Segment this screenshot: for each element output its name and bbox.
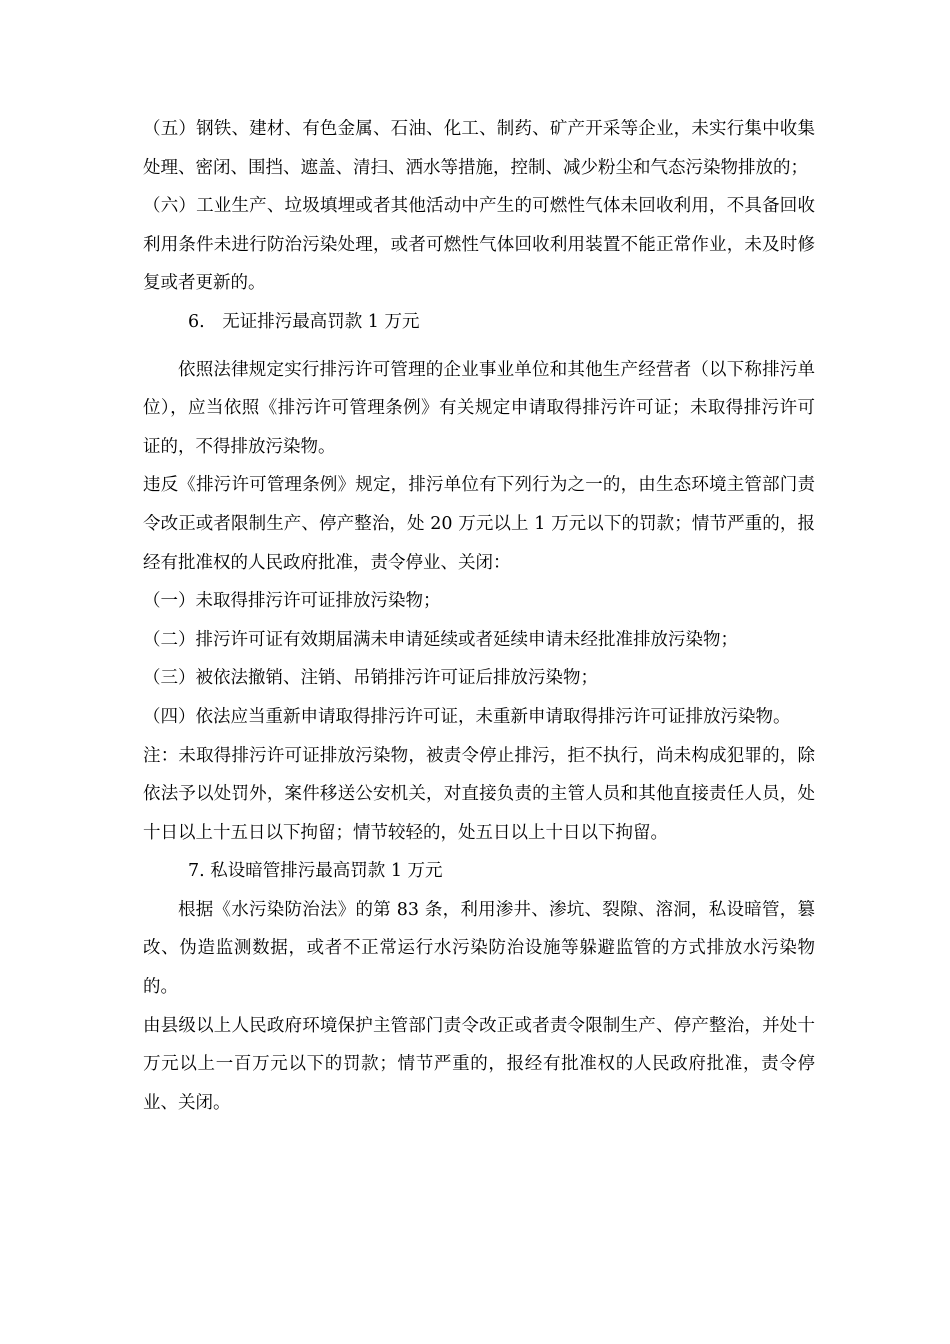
violation-item-two: （二）排污许可证有效期届满未申请延续或者延续申请未经批准排放污染物；: [143, 629, 738, 650]
violation-paragraph: 违反《排污许可管理条例》规定，排污单位有下列行为之一的，由生态环境主管部门责令改正或者限制生产、停产整治，处 20 万元以上 1 万元以下的罚款；情节严重的，报经有批准权的人民政府批准，责令停业、关闭：: [143, 475, 815, 573]
document-page: [143, 110, 815, 1122]
violation-item-four: （四）依法应当重新申请取得排污许可证，未重新申请取得排污许可证排放污染物。: [143, 706, 791, 727]
violation-item-three: （三）被依法撤销、注销、吊销排污许可证后排放污染物；: [143, 668, 598, 689]
note-paragraph: 注：未取得排污许可证排放污染物，被责令停止排污，拒不执行，尚未构成犯罪的，除依法予以处罚外，案件移送公安机关，对直接负责的主管人员和其他直接责任人员，处十日以上十五日以下拘留；情节较轻的，处五日以上十日以下拘留。: [143, 745, 815, 843]
clause-five: （五）钢铁、建材、有色金属、石油、化工、制药、矿产开采等企业，未实行集中收集处理、密闭、围挡、遮盖、清扫、洒水等措施，控制、减少粉尘和气态污染物排放的；: [143, 119, 815, 178]
section-heading-6: 6. 无证排污最高罚款 1 万元: [188, 311, 420, 332]
permit-requirement-paragraph: 依照法律规定实行排污许可管理的企业事业单位和其他生产经营者（以下称排污单位），应当依照《排污许可管理条例》有关规定申请取得排污许可证；未取得排污许可证的，不得排放污染物。: [143, 359, 815, 457]
clause-six: （六）工业生产、垃圾填埋或者其他活动中产生的可燃性气体未回收利用，不具备回收利用条件未进行防治污染处理，或者可燃性气体回收利用装置不能正常作业，未及时修复或者更新的。: [143, 196, 815, 294]
water-law-paragraph: 根据《水污染防治法》的第 83 条，利用渗井、渗坑、裂隙、溶洞，私设暗管，篡改、伪造监测数据，或者不正常运行水污染防治设施等躲避监管的方式排放水污染物的。: [143, 899, 815, 998]
section-heading-7: 7. 私设暗管排污最高罚款 1 万元: [188, 861, 443, 882]
penalty-paragraph: 由县级以上人民政府环境保护主管部门责令改正或者责令限制生产、停产整治，并处十万元以上一百万元以下的罚款；情节严重的，报经有批准权的人民政府批准，责令停业、关闭。: [143, 1015, 815, 1113]
violation-item-one: （一）未取得排污许可证排放污染物；: [143, 591, 441, 612]
